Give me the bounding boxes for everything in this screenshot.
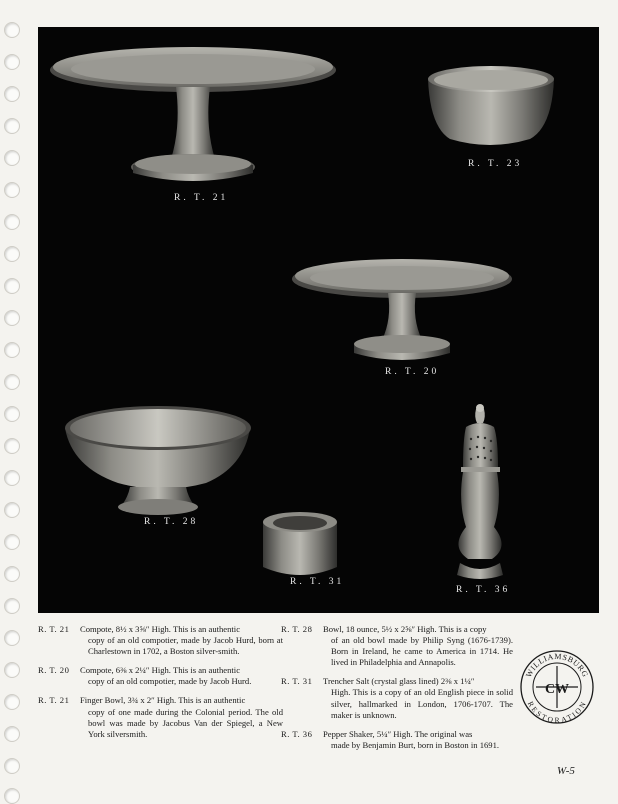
captions-left-column (38, 624, 283, 748)
seal-top-text: WILLIAMSBURG (523, 651, 591, 679)
photo-label-rt21: R. T. 21 (174, 193, 229, 203)
captions-right-column (281, 624, 513, 759)
caption-text: Trencher Salt (crystal glass lined) 2⅜ x 1¼″ High. This is a copy of an old English piece in solid silver, hallmarked in London, 1706-1707. The maker is unknown. (323, 676, 513, 720)
product-photograph (38, 27, 599, 613)
williamsburg-restoration-seal (519, 649, 595, 725)
binder-hole (4, 246, 20, 262)
silverware-illustration (38, 27, 599, 613)
seal-monogram: CW (544, 682, 570, 697)
binder-hole (4, 214, 20, 230)
binder-hole (4, 662, 20, 678)
seal-bottom-text: RESTORATION (525, 699, 589, 725)
caption-text: Bowl, 18 ounce, 5½ x 2⅝″ High. This is a copy of an old bowl made by Philip Syng (1676-1739). Born in Ireland, he came to America in 1714. He lived in Philadelphia and Annapolis. (323, 624, 513, 668)
binder-hole (4, 566, 20, 582)
caption-text: Finger Bowl, 3¾ x 2″ High. This is an authentic copy of one made during the Colonial period. The old bowl was made by Jacobus Van der Spiegel, a New York silversmith. (80, 695, 283, 739)
caption-text: Compote, 8½ x 3⅝″ High. This is an authentic copy of an old compotier, made by Jacob Hurd, born at Charlestown in 1702, a Boston silver-smith. (80, 624, 283, 657)
caption-entry (38, 624, 283, 657)
catalog-number: R. T. 36 (281, 728, 313, 739)
photo-label-rt36: R. T. 36 (456, 585, 511, 595)
binder-hole (4, 22, 20, 38)
compote-rt20 (292, 259, 512, 360)
binder-hole (4, 150, 20, 166)
trencher-salt-rt31 (263, 512, 337, 575)
finger-bowl-rt23 (428, 66, 554, 145)
binder-hole (4, 694, 20, 710)
binder-hole (4, 438, 20, 454)
catalog-number: R. T. 31 (281, 676, 313, 687)
catalog-number: R. T. 21 (38, 695, 70, 706)
binder-hole (4, 470, 20, 486)
caption-entry (38, 665, 283, 687)
caption-text: Compote, 6⅜ x 2¼″ High. This is an authentic copy of an old compotier, made by Jacob Hurd. (80, 665, 252, 687)
compote-rt21 (50, 47, 336, 181)
binder-hole (4, 502, 20, 518)
photo-label-rt23: R. T. 23 (468, 159, 523, 169)
binder-hole (4, 182, 20, 198)
bowl-rt28 (65, 406, 251, 515)
binder-hole (4, 406, 20, 422)
catalog-number: R. T. 28 (281, 624, 313, 634)
catalog-number: R. T. 20 (38, 665, 70, 676)
binder-hole (4, 598, 20, 614)
binder-hole (4, 310, 20, 326)
caption-entry (281, 624, 513, 668)
caption-entry (281, 729, 513, 751)
caption-entry (281, 676, 513, 720)
binder-hole (4, 758, 20, 774)
photo-label-rt28: R. T. 28 (144, 517, 199, 527)
caption-entry (38, 695, 283, 739)
binder-hole (4, 342, 20, 358)
binder-hole (4, 374, 20, 390)
pepper-shaker-rt36 (457, 404, 503, 579)
binder-hole (4, 278, 20, 294)
caption-text: Pepper Shaker, 5¼″ High. The original was made by Benjamin Burt, born in Boston in 1691. (323, 728, 500, 750)
catalog-number: R. T. 21 (38, 624, 70, 634)
binder-hole (4, 534, 20, 550)
binder-hole (4, 86, 20, 102)
binder-hole (4, 726, 20, 742)
binder-hole (4, 630, 20, 646)
photo-label-rt20: R. T. 20 (385, 367, 440, 377)
page-number: W-5 (557, 765, 575, 777)
photo-label-rt31: R. T. 31 (290, 577, 345, 587)
binder-hole (4, 118, 20, 134)
binder-hole (4, 54, 20, 70)
